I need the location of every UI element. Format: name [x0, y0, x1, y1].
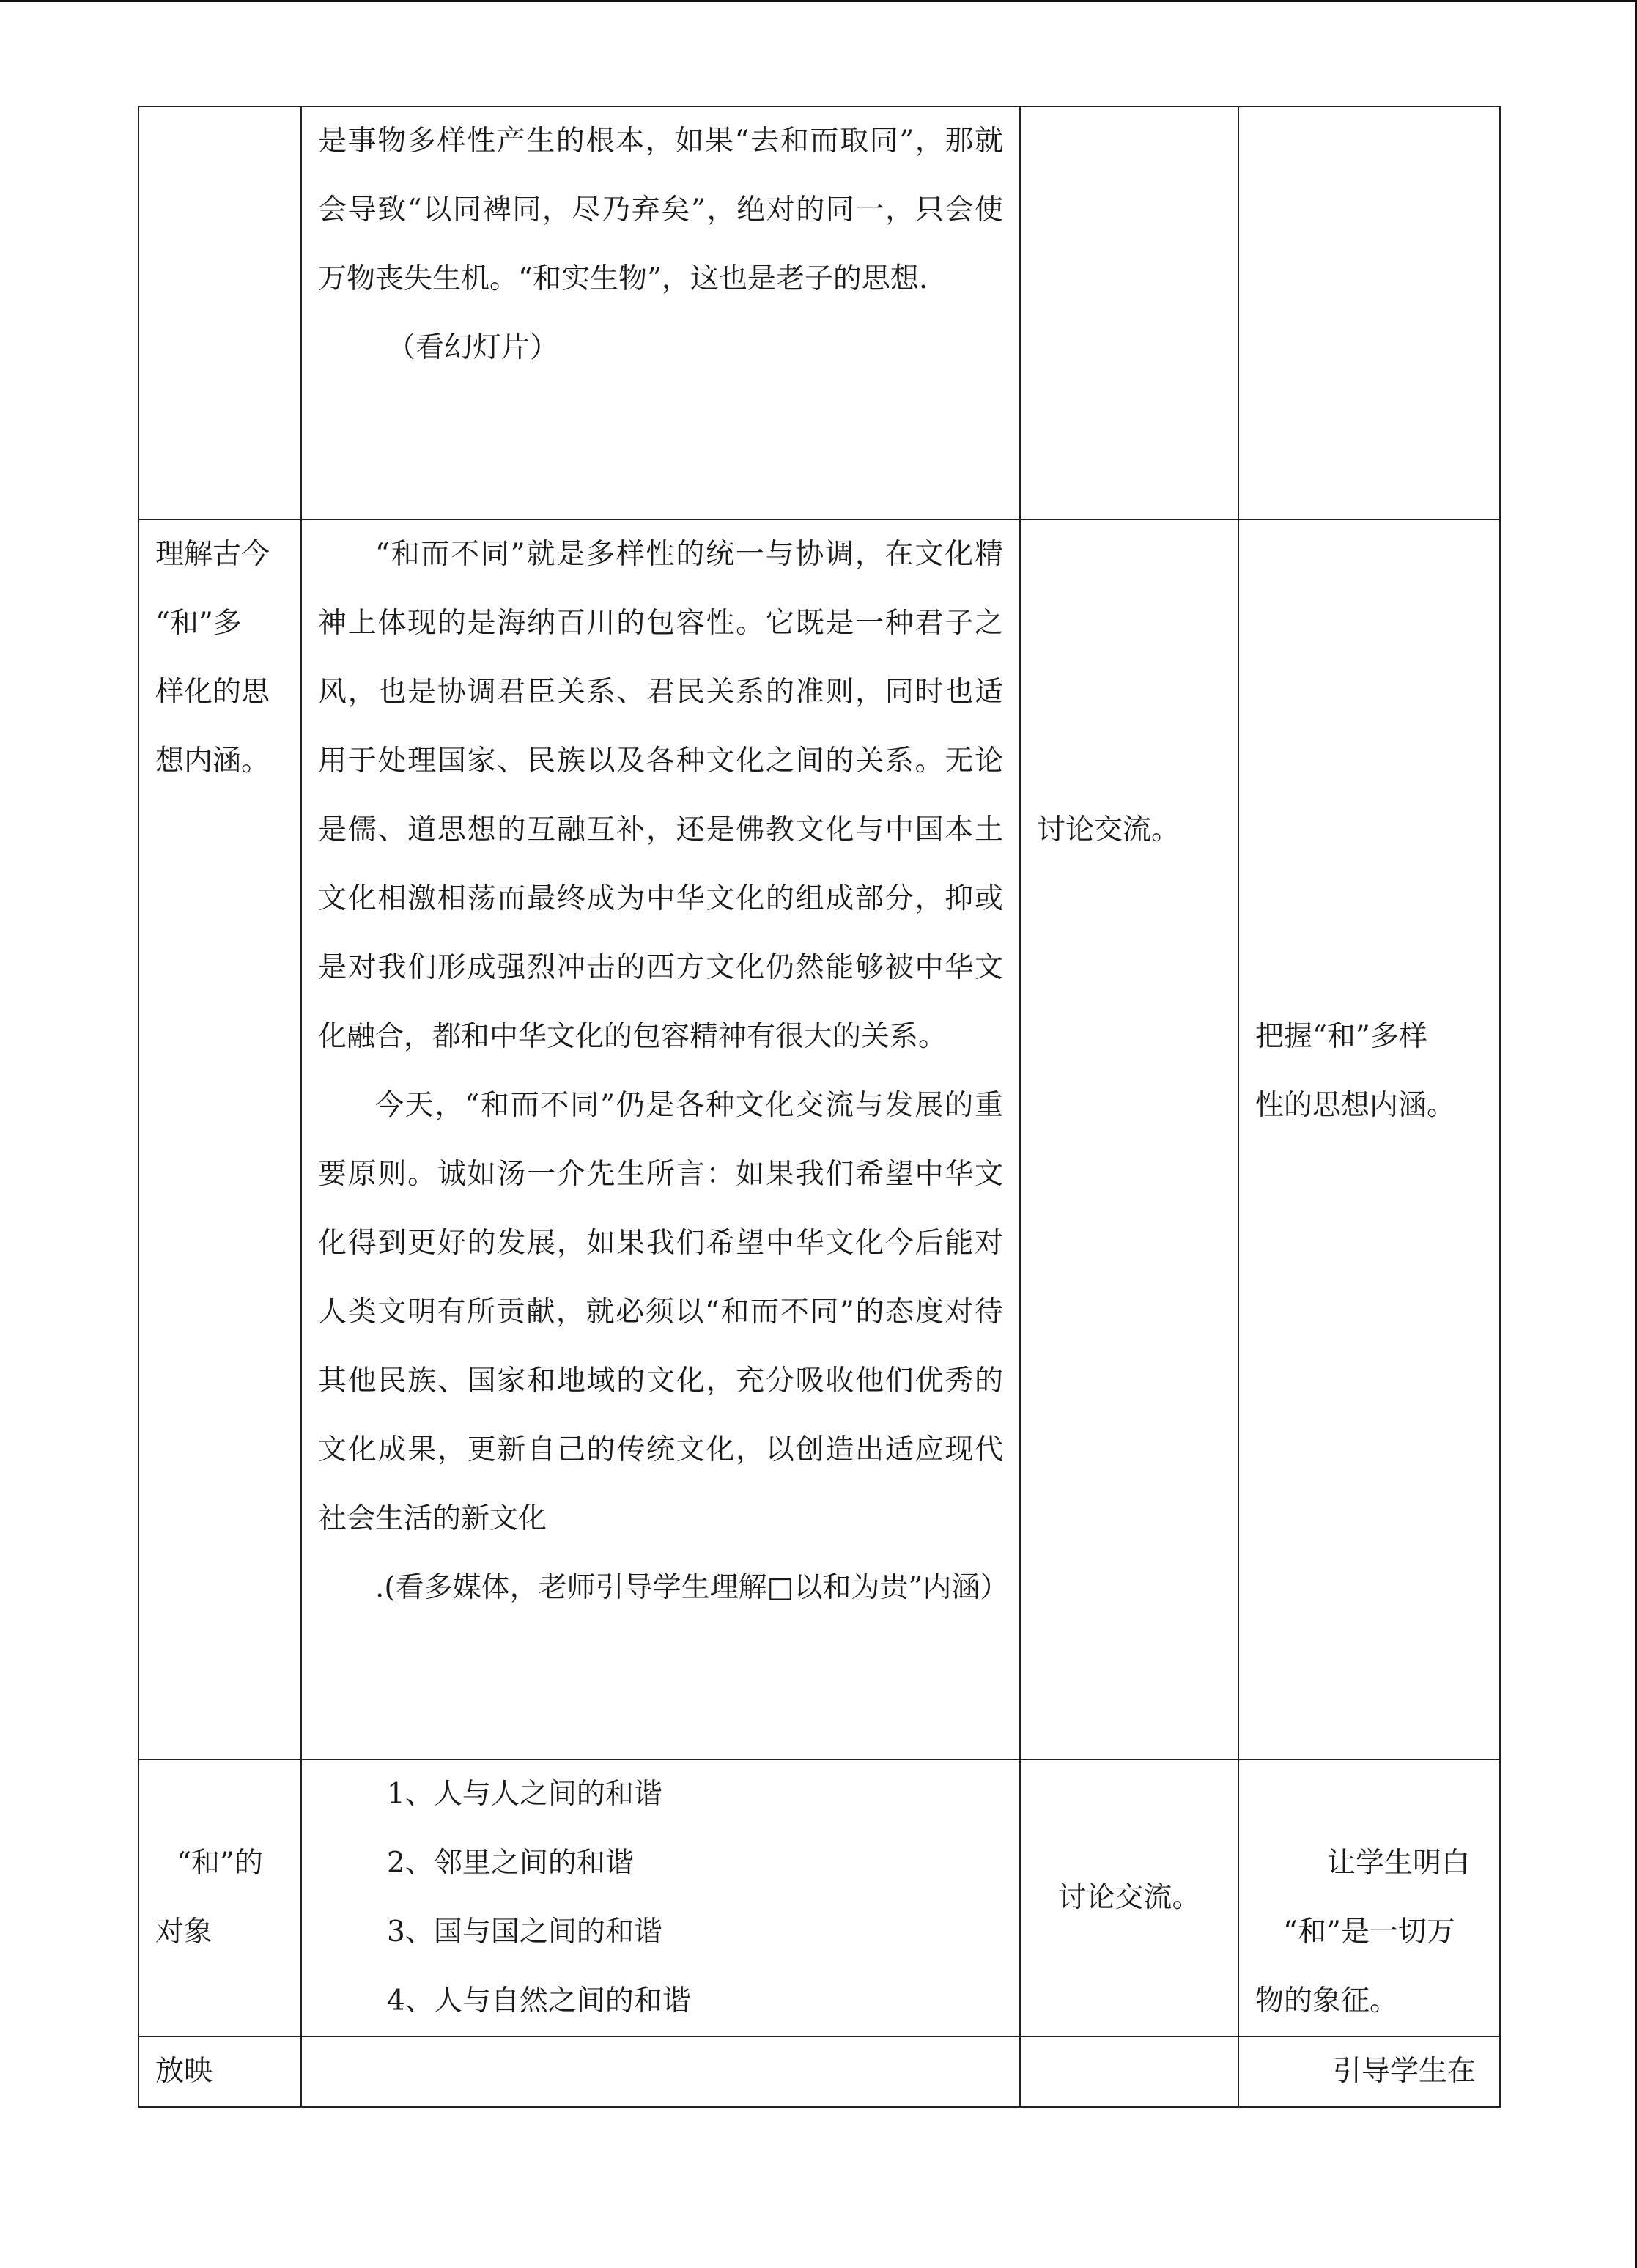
table-row	[138, 1759, 1500, 2036]
row3-topic-line: “和”的	[177, 1847, 263, 1880]
lesson-plan-table	[138, 106, 1501, 2108]
row1-note: （看幻灯片）	[387, 331, 559, 364]
row3-topic-line: 对象	[155, 1916, 213, 1949]
row2-activity-text: 讨论交流。	[1037, 813, 1180, 846]
row1-content-cell	[301, 106, 1020, 520]
row4-intent-line: 引导学生在	[1332, 2055, 1476, 2088]
row3-content-cell	[301, 1759, 1020, 2036]
row1-paragraph: 是事物多样性产生的根本，如果“去和而取同”，那就会导致“以同裨同，尽乃弃矣”，绝对的同一，只会使万物丧失生机。“和实生物”，这也是老子的思想.	[318, 125, 1003, 295]
row2-intent-line: 把握“和”多样	[1255, 1020, 1427, 1053]
row3-topic-cell	[138, 1759, 301, 2036]
row4-content-cell	[301, 2036, 1020, 2107]
row2-content-cell	[301, 520, 1020, 1759]
list-item: 2、邻里之间的和谐	[387, 1847, 634, 1880]
table-row	[138, 106, 1500, 520]
row1-topic-cell	[138, 106, 301, 520]
list-item: 4、人与自然之间的和谐	[387, 1984, 691, 2017]
row1-activity-cell	[1020, 106, 1238, 520]
row2-topic-line: 想内涵。	[155, 745, 270, 777]
row2-paragraph-2: 今天，“和而不同”仍是各种文化交流与发展的重要原则。诚如汤一介先生所言：如果我们希望中华文化得到更好的发展，如果我们希望中华文化今后能对人类文明有所贡献，就必须以“和而不同”的态度对待其他民族、国家和地域的文化，充分吸收他们优秀的文化成果，更新自己的传统文化，以创造出适应现代社会生活的新文化	[318, 1089, 1003, 1535]
row2-paragraph-1: “和而不同”就是多样性的统一与协调，在文化精神上体现的是海纳百川的包容性。它既是一种君子之风，也是协调君臣关系、君民关系的准则，同时也适用于处理国家、民族以及各种文化之间的关系。无论是儒、道思想的互融互补，还是佛教文化与中国本土文化相激相荡而最终成为中华文化的组成部分，抑或是对我们形成强烈冲击的西方文化仍然能够被中华文化融合，都和中华文化的包容精神有很大的关系。	[318, 538, 1003, 1053]
row2-topic-cell	[138, 520, 301, 1759]
row3-intent-line: 物的象征。	[1255, 1984, 1399, 2017]
row3-intent-cell	[1238, 1759, 1500, 2036]
row2-paragraph-3: .(看多媒体，老师引导学生理解□以和为贵”内涵）	[375, 1571, 1009, 1604]
table-row	[138, 520, 1500, 1759]
row2-intent-cell	[1238, 520, 1500, 1759]
row3-intent-line: “和”是一切万	[1283, 1916, 1455, 1949]
row1-intent-cell	[1238, 106, 1500, 520]
list-item: 3、国与国之间的和谐	[387, 1916, 662, 1949]
row3-intent-line: 让学生明白	[1326, 1847, 1470, 1880]
row2-topic-line: “和”多	[155, 607, 242, 640]
row4-activity-cell	[1020, 2036, 1238, 2107]
table-row	[138, 2036, 1500, 2107]
row2-topic-line: 样化的思	[155, 676, 270, 709]
row2-topic-line: 理解古今	[155, 538, 270, 571]
page-top-border	[0, 0, 1637, 2]
row2-intent-line: 性的思想内涵。	[1255, 1089, 1456, 1122]
row4-topic-line: 放映	[155, 2055, 213, 2088]
row3-activity-cell	[1020, 1759, 1238, 2036]
row3-activity-text: 讨论交流。	[1057, 1881, 1201, 1914]
row4-intent-cell	[1238, 2036, 1500, 2107]
row4-topic-cell	[138, 2036, 301, 2107]
row2-activity-cell	[1020, 520, 1238, 1759]
list-item: 1、人与人之间的和谐	[387, 1778, 662, 1811]
